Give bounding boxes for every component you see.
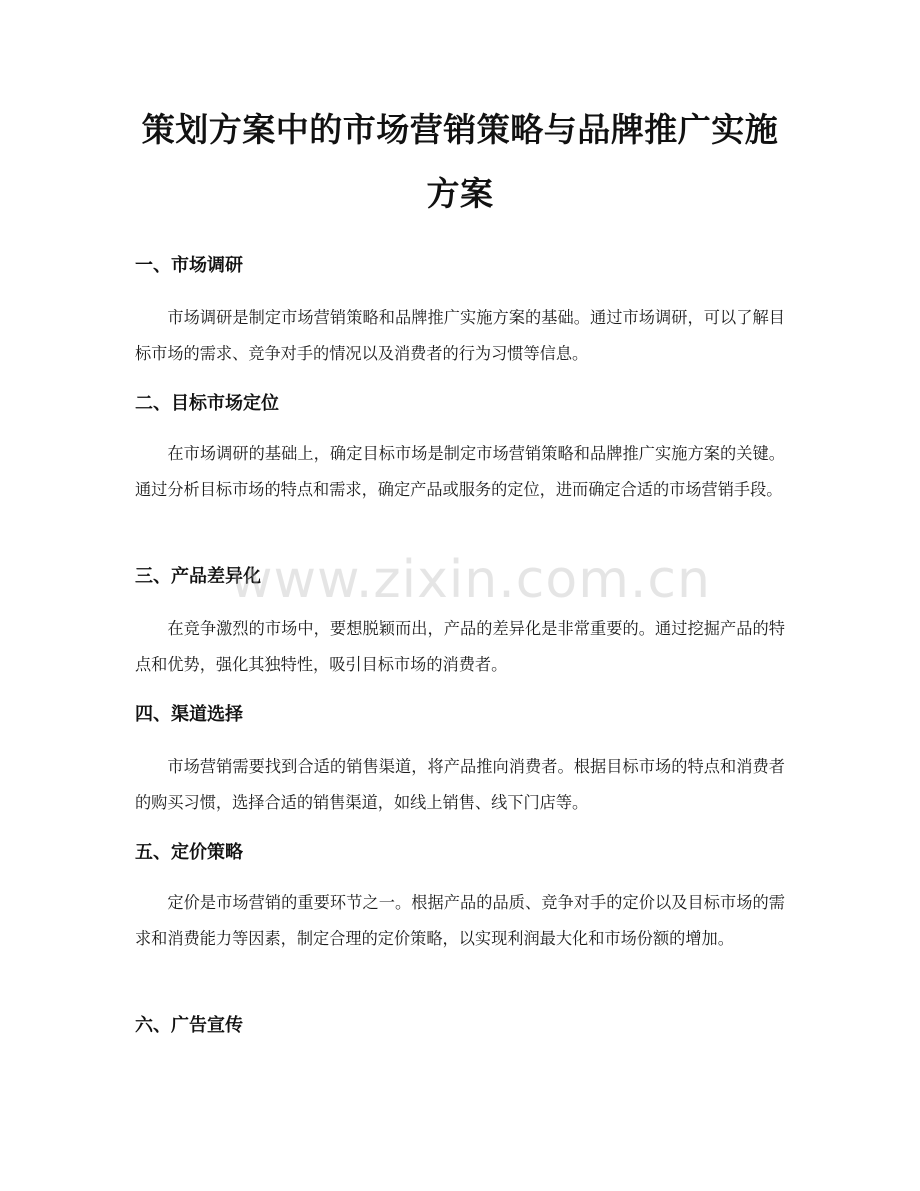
document-title-line-1: 策划方案中的市场营销策略与品牌推广实施 bbox=[141, 110, 779, 149]
section-body-target-market: 在市场调研的基础上，确定目标市场是制定市场营销策略和品牌推广实施方案的关键。通过分析目标市场的特点和需求，确定产品或服务的定位，进而确定合适的市场营销手段。 bbox=[135, 444, 785, 499]
section-heading-market-research: 一、市场调研 bbox=[135, 255, 243, 276]
section-heading-product-differentiation: 三、产品差异化 bbox=[135, 566, 261, 587]
section-heading-target-market: 二、目标市场定位 bbox=[135, 393, 279, 414]
section-body-channel-selection: 市场营销需要找到合适的销售渠道，将产品推向消费者。根据目标市场的特点和消费者的购买习惯，选择合适的销售渠道，如线上销售、线下门店等。 bbox=[135, 757, 785, 812]
section-body-market-research: 市场调研是制定市场营销策略和品牌推广实施方案的基础。通过市场调研，可以了解目标市场的需求、竞争对手的情况以及消费者的行为习惯等信息。 bbox=[135, 308, 785, 363]
section-heading-channel-selection: 四、渠道选择 bbox=[135, 704, 243, 725]
watermark-text: www.zixin.com.cn bbox=[230, 550, 711, 610]
section-heading-advertising: 六、广告宣传 bbox=[135, 1015, 243, 1036]
document-title-line-2: 方案 bbox=[426, 174, 494, 213]
section-body-pricing-strategy: 定价是市场营销的重要环节之一。根据产品的品质、竞争对手的定价以及目标市场的需求和消费能力等因素，制定合理的定价策略，以实现利润最大化和市场份额的增加。 bbox=[135, 893, 785, 948]
section-heading-pricing-strategy: 五、定价策略 bbox=[135, 842, 243, 863]
section-body-product-differentiation: 在竞争激烈的市场中，要想脱颖而出，产品的差异化是非常重要的。通过挖掘产品的特点和优势，强化其独特性，吸引目标市场的消费者。 bbox=[135, 619, 785, 674]
